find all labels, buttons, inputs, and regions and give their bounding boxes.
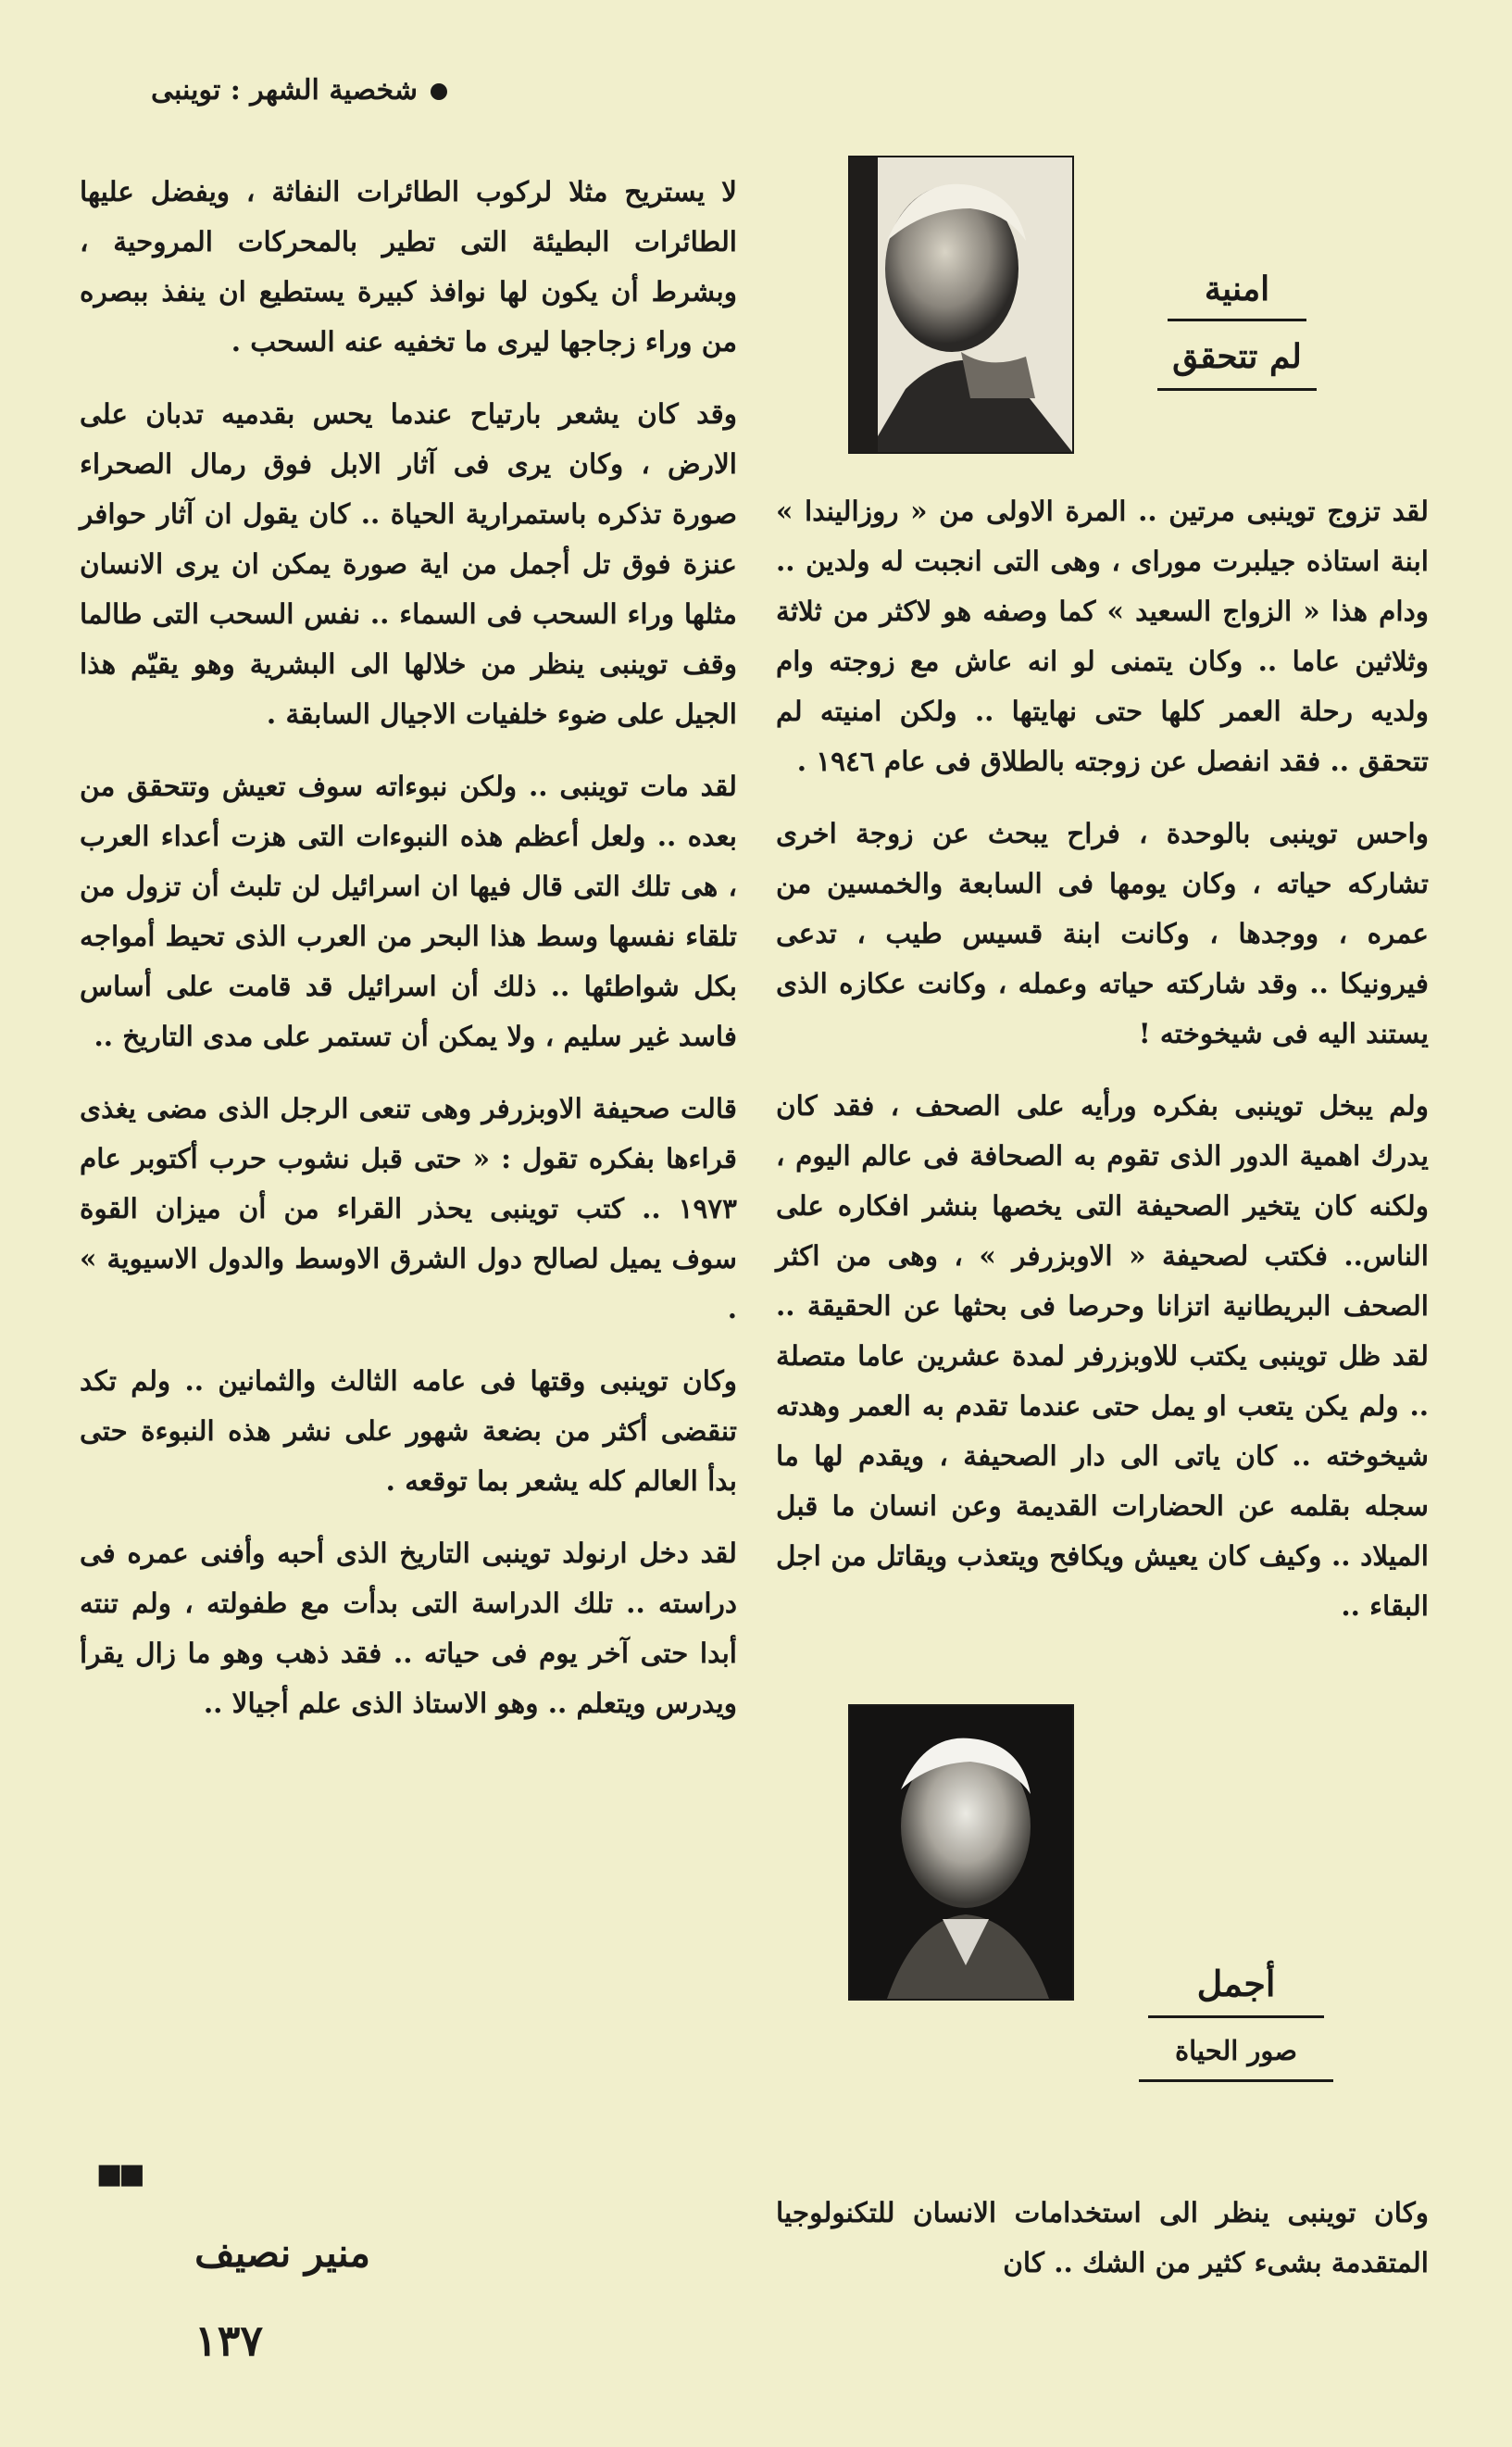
divider <box>1157 388 1317 391</box>
sidebar-heading-bottom <box>1130 1956 1343 2082</box>
paragraph: واحس توينبى بالوحدة ، فراح يبحث عن زوجة اخرى تشاركه حياته ، وكان يومها فى السابعة والخمسين من عمره ، ووجدها ، وكانت ابنة قسيس طيب ، تدعى فيرونيكا .. وقد شاركته حياته وعمله ، وكانت عكازه الذى يستند اليه فى شيخوخته ! <box>776 817 1429 1049</box>
paragraph: وقد كان يشعر بارتياح عندما يحس بقدميه تدبان على الارض ، وكان يرى فى آثار الابل فوق رمال الصحراء صورة تذكره باستمرارية الحياة .. كان يقول ان آثار حوافر عنزة فوق تل أجمل من اية صورة يمكن ان يرى الانسان مثلها وراء السحب فى السماء .. نفس السحب التى طالما وقف توينبى ينظر من خلالها الى البشرية وهو يقيّم هذا الجيل على ضوء خلفيات الاجيال السابقة . <box>80 397 737 730</box>
paragraph: لا يستريح مثلا لركوب الطائرات النفاثة ، ويفضل عليها الطائرات البطيئة التى تطير بالمحركات المروحية ، وبشرط أن يكون لها نوافذ كبيرة يستطيع ان ينفذ ببصره من وراء زجاجها ليرى ما تخفيه عنه السحب . <box>80 175 737 358</box>
divider <box>1139 2079 1333 2082</box>
paragraph: قالت صحيفة الاوبزرفر وهى تنعى الرجل الذى مضى يغذى قراءها بفكره تقول : « حتى قبل نشوب حرب أكتوبر عام ١٩٧٣ .. كتب توينبى يحذر القراء من أن ميزان القوة سوف يميل لصالح دول الشرق الاوسط والدول الاسيوية » . <box>80 1092 737 1324</box>
paragraph: وكان توينبى ينظر الى استخدامات الانسان للتكنولوجيا المتقدمة بشىء كثير من الشك .. كان <box>776 2196 1429 2278</box>
running-head <box>86 74 447 107</box>
portrait-image <box>850 1706 1072 1999</box>
paragraph: لقد دخل ارنولد توينبى التاريخ الذى أحبه وأفنى عمره فى دراسته .. تلك الدراسة التى بدأت مع طفولته ، ولم تنته أبدا حتى آخر يوم فى حياته .. فقد ذهب وهو ما زال يقرأ ويدرس ويتعلم .. وهو الاستاذ الذى علم أجيالا .. <box>80 1537 737 1719</box>
sidebar-heading-top <box>1154 261 1320 391</box>
end-of-article-mark: ■■ <box>96 2158 142 2190</box>
portrait-photo <box>848 156 1074 454</box>
divider <box>1148 2015 1324 2018</box>
bullet-icon <box>431 83 447 100</box>
sidebar-heading-line1: امنية <box>1204 270 1270 308</box>
sidebar-heading-line2: لم تتحقق <box>1172 337 1302 376</box>
paragraph: لقد تزوج توينبى مرتين .. المرة الاولى من « روزاليندا » ابنة استاذه جيلبرت موراى ، وهى التى انجبت له ولدين .. ودام هذا « الزواج السعيد » كما وصفه هو لاكثر من ثلاثة وثلاثين عاما .. وكان يتمنى لو انه عاش مع زوجته وام ولديه رحلة العمر كلها حتى نهايتها .. ولكن امنيته لم تتحقق .. فقد انفصل عن زوجته بالطلاق فى عام ١٩٤٦ . <box>776 495 1429 777</box>
right-column-continuation <box>776 2188 1429 2310</box>
author-name: منير نصيف <box>194 2230 370 2276</box>
portrait-photo <box>848 1704 1074 2001</box>
left-column <box>80 167 737 1751</box>
sidebar-heading-line2: صور الحياة <box>1174 2035 1298 2066</box>
page-number: ١٣٧ <box>194 2315 264 2365</box>
portrait-image <box>850 157 1072 452</box>
sidebar-heading-line1: أجمل <box>1196 1963 1276 2004</box>
running-head-text: شخصية الشهر : توينبى <box>151 74 418 107</box>
paragraph: لقد مات توينبى .. ولكن نبوءاته سوف تعيش وتتحقق من بعده .. ولعل أعظم هذه النبوءات التى هزت أعداء العرب ، هى تلك التى قال فيها ان اسرائيل لن تلبث أن تزول من تلقاء نفسها وسط هذا البحر من العرب الذى تحيط أمواجه بكل شواطئها .. ذلك أن اسرائيل قد قامت على أساس فاسد غير سليم ، ولا يمكن أن تستمر على مدى التاريخ .. <box>80 770 737 1052</box>
right-column <box>776 486 1429 1653</box>
divider <box>1168 319 1306 321</box>
paragraph: ولم يبخل توينبى بفكره ورأيه على الصحف ، فقد كان يدرك اهمية الدور الذى تقوم به الصحافة فى عالم اليوم ، ولكنه كان يتخير الصحيفة التى يخصها بنشر افكاره على الناس.. فكتب لصحيفة « الاوبزرفر » ، وهى من اكثر الصحف البريطانية اتزانا وحرصا فى بحثها عن الحقيقة .. لقد ظل توينبى يكتب للاوبزرفر لمدة عشرين عاما متصلة .. ولم يكن يتعب او يمل حتى عندما تقدم به العمر وهدته شيخوخته .. كان ياتى الى دار الصحيفة ، ويقدم لها ما سجله بقلمه عن الحضارات القديمة وعن انسان ما قبل الميلاد .. وكيف كان يعيش ويكافح ويتعذب ويقاتل من اجل البقاء .. <box>776 1089 1429 1622</box>
paragraph: وكان توينبى وقتها فى عامه الثالث والثمانين .. ولم تكد تنقضى أكثر من بضعة شهور على نشر هذه النبوءة حتى بدأ العالم كله يشعر بما توقعه . <box>80 1364 737 1497</box>
